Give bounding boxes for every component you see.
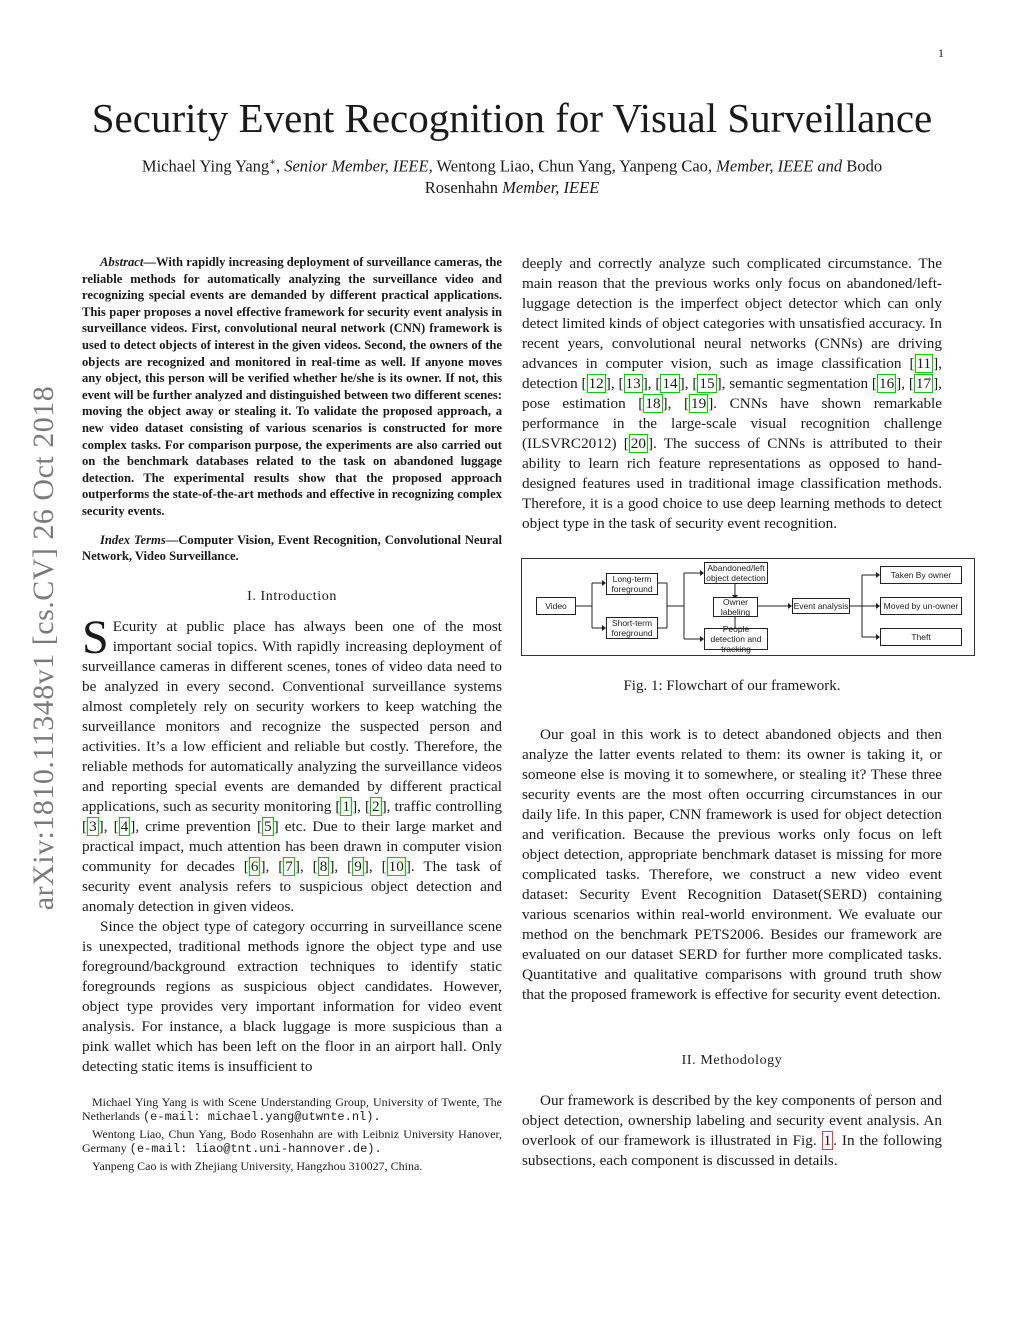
paragraph-text: Our framework is described by the key components of person and object detection, ownership labeling and security event analysis. An overlook of our framework is illustrated in Fig. xyxy=(522,1092,942,1149)
index-terms xyxy=(82,532,502,565)
paper-title: Security Event Recognition for Visual Surveillance xyxy=(91,95,933,141)
abstract-label: Abstract xyxy=(100,255,144,269)
author-affiliation: Member, IEEE and xyxy=(716,156,843,176)
index-terms-label: Index Terms xyxy=(100,532,166,547)
flow-node-abandoned-object-detection: Abandoned/left object detection xyxy=(704,562,768,584)
section-heading-methodology: II. Methodology xyxy=(681,1053,783,1068)
citation-link[interactable]: 11 xyxy=(916,355,932,372)
citation-link[interactable]: 14 xyxy=(662,375,678,392)
citation-link[interactable]: 7 xyxy=(285,857,293,875)
citation-link[interactable]: 5 xyxy=(264,817,272,835)
intro-paragraph-2: Since the object type of category occurring in surveillance scene is unexpected, traditional methods ignore the object type and use foreground/background extraction techniques to identify static foregrounds regions as suspicious object candidates. However, object type provides very important information for video event analysis. For instance, a black luggage is more suspicious than a pink wallet which has been left on the floor in an airport hall. Only detecting static items is insufficient to xyxy=(82,917,502,1075)
intro-paragraph-1: S Ecurity at public place has always been one of the most important social topics. With rapidly increasing deployment of surveillance cameras in different scenes, tones of video data need to be analyzed in every second. Conventional surveillance systems almost completely rely on security workers to keep watching the surveillance monitors and recognize the suspected person and activities. It’s a low efficient and reliable but costly. Therefore, the reliable methods for automatically analyzing the surveillance videos and reporting special events are demanded by different practical applications, such as security monitoring [ 1 ], [ 2 ], traffic controlling [ 3 ], [ 4 ], crime prevention [ 5 ] etc. Due to their large market and practical impact, much attention has been drawn in computer vision community for decades [ 6 ], [ 7 ], [ 8 ], [ 9 ], [ 10 ]. The task of security event analysis refers to suspicious object detection and anomaly detection in given videos. xyxy=(82,610,502,915)
flow-node-owner-labeling: Owner labeling xyxy=(713,597,758,617)
author-name: Rosenhahn xyxy=(424,177,503,197)
abstract xyxy=(82,254,502,520)
figure-link[interactable]: 1 xyxy=(823,1132,832,1149)
footnotes xyxy=(82,1095,502,1173)
author-name: Michael Ying Yang xyxy=(141,156,270,176)
flow-node-theft: Theft xyxy=(880,628,962,646)
author-affiliation: Member, IEEE xyxy=(502,177,600,197)
abstract-text: —With rapidly increasing deployment of surveillance cameras, the reliable methods for automatically analyzing the surveillance video and recognizing special events are demanded by different practical applications. This paper proposes a novel effective framework for security event analysis in surveillance videos. First, convolutional neural network (CNN) framework is used to detect objects of interest in the given videos. Second, the owners of the objects are recognized and monitored in real-time as well. If anyone moves any object, this person will be verified whether he/she is its owner. If not, this event will be further analyzed and distinguished between two different scenes: moving the object away or stealing it. To validate the proposed approach, a new video dataset consisting of various scenarios is constructed for more complex tasks. For comparison purpose, the experiments are also carried out on the benchmark databases related to the task on abandoned luggage detection. The experimental results show that the proposed approach outperforms the state-of-the-art methods and effective in recognizing complex security events. xyxy=(82,255,502,518)
author-separator: , xyxy=(275,156,285,176)
citation-link[interactable]: 9 xyxy=(354,857,362,875)
index-terms-text: —Computer Vision, Event Recognition, Convolutional Neural Network, Video Surveillance. xyxy=(82,532,502,564)
footnote-2 xyxy=(82,1127,502,1156)
author-names: Wentong Liao, Chun Yang, Yanpeng Cao, xyxy=(432,156,717,176)
left-column xyxy=(82,254,502,1176)
paragraph-text: . The success of CNNs is attributed to their ability to learn rich feature representations as opposed to hand-designed features used in traditional image classification methods. Therefore, it is a good choice to use deep learning methods to detect object type in the task of security event recognition. xyxy=(522,435,942,532)
arxiv-identifier[interactable]: arXiv:1810.11348v1 [cs.CV] 26 Oct 2018 xyxy=(27,385,60,911)
citation-link[interactable]: 15 xyxy=(699,375,715,392)
paragraph-text: , crime prevention xyxy=(135,817,257,835)
paragraph-text: etc. Due to their large market and practical impact, much attention has been drawn in computer vision community for decades xyxy=(82,817,502,875)
author-footnote-mark: ∗ xyxy=(269,157,276,168)
citation-link[interactable]: 17 xyxy=(915,375,932,392)
paragraph-text: . CNNs have shown remarkable performance in the large-scale visual recognition challenge (ILSVRC2012) xyxy=(522,395,942,452)
paragraph-text: , semantic segmentation xyxy=(721,375,872,392)
paragraph-text: . The task of security event analysis refers to suspicious object detection and anomaly detection in given videos. xyxy=(82,857,502,915)
footnote-1 xyxy=(82,1095,502,1124)
flow-node-event-analysis: Event analysis xyxy=(792,598,850,614)
flow-node-people-detection: People detection and tracking xyxy=(704,628,768,650)
right-column xyxy=(522,254,959,1171)
citation-link[interactable]: 2 xyxy=(372,797,380,815)
citation-link[interactable]: 18 xyxy=(645,395,661,412)
author-email: (e-mail: michael.yang@utwnte.nl). xyxy=(142,1109,381,1124)
flow-node-long-term-foreground: Long-term foreground xyxy=(606,573,658,595)
page-number: 1 xyxy=(938,46,944,60)
citation-link[interactable]: 19 xyxy=(691,395,707,412)
paragraph-text: , detection xyxy=(522,355,942,392)
citation-link[interactable]: 16 xyxy=(878,375,895,392)
figure-caption: Fig. 1: Flowchart of our framework. xyxy=(623,678,841,694)
flow-node-taken-by-owner: Taken By owner xyxy=(880,566,962,584)
section-heading-introduction: I. Introduction xyxy=(247,588,337,604)
author-email: (e-mail: liao@tnt.uni-hannover.de). xyxy=(129,1141,382,1156)
flowchart-figure xyxy=(521,558,975,656)
flow-node-video: Video xyxy=(536,597,576,615)
paragraph-text: . In the following subsections, each component is discussed in details. xyxy=(522,1132,943,1169)
right-paragraph-2: Our goal in this work is to detect abandoned objects and then analyze the latter events related to them: its owner is taking it, or someone else is moving it to somewhere, or stealing it? These three security events are the most often occurring circumstances in our daily life. In this paper, CNN framework is used for object detection and verification. Because the previous works only focus on left object detection, appropriate benchmark dataset is missing for more complicated tasks. Therefore, we construct a new video event dataset: Security Event Recognition Dataset(SERD) containing various scenarios within real-world environment. We evaluate our method on the benchmark PETS2006. Besides our framework are evaluated on our dataset SERD for further more complicated tasks. Quantitative and qualitative comparisons with ground truth show that the proposed framework is effective for security event detection. xyxy=(522,726,942,1003)
citation-link[interactable]: 10 xyxy=(388,857,404,875)
citation-link[interactable]: 13 xyxy=(625,375,641,392)
drop-cap: S xyxy=(82,610,109,664)
footnote-3: Yanpeng Cao is with Zhejiang University, Hangzhou 310027, China. xyxy=(92,1158,423,1173)
author-line-2 xyxy=(82,177,942,198)
right-paragraph-1: deeply and correctly analyze such complicated circumstance. The main reason that the previous works only focus on abandoned/left-luggage detection is the imperfect object detector which can only detect limited kinds of object categories with unsatisfied accuracy. In recent years, convolutional neural networks (CNNs) are driving advances in computer vision, such as image classification [ 11 ], detection [ 12 ], [ 13 ], [ 14 ], [ 15 ], semantic segmentation [ 16 ], [ 17 ], pose estimation [ 18 ], [ 19 ]. CNNs have shown remarkable performance in the large-scale visual recognition challenge (ILSVRC2012) [ 20 ]. The success of CNNs is attributed to their ability to learn rich feature representations as opposed to hand-designed features used in traditional image classification methods. Therefore, it is a good choice to use deep learning methods to detect object type in the task of security event recognition. xyxy=(522,255,942,532)
author-affiliation: Senior Member, IEEE, xyxy=(284,156,433,176)
citation-link[interactable]: 1 xyxy=(342,797,351,815)
paragraph-text: deeply and correctly analyze such complicated circumstance. The main reason that the previous works only focus on abandoned/left-luggage detection is the imperfect object detector which can only detect limited kinds of object categories with unsatisfied accuracy. In recent years, convolutional neural networks (CNNs) are driving advances in computer vision, such as image classification xyxy=(522,255,942,372)
paragraph-text: Ecurity at public place has always been one of the most important social topics. With rapidly increasing deployment of surveillance cameras in different scenes, tones of video data need to be analyzed in every second. Conventional surveillance systems almost completely rely on security workers to keep watching the surveillance monitors and recognize the suspected person and activities. It’s a low efficient and reliable but costly. Therefore, the reliable methods for automatically analyzing the surveillance videos and reporting special events are demanded by different practical applications, such as security monitoring xyxy=(82,617,502,815)
paragraph-text: , pose estimation xyxy=(522,375,942,412)
right-paragraph-3 xyxy=(522,1091,942,1171)
citation-link[interactable]: 6 xyxy=(250,857,259,875)
footnote-text: Michael Ying Yang is with Scene Understanding Group, University of Twente, The Netherlands xyxy=(82,1094,502,1123)
citation-link[interactable]: 4 xyxy=(120,817,129,835)
author-list xyxy=(82,152,942,198)
citation-link[interactable]: 20 xyxy=(630,435,646,452)
paragraph-text: , traffic controlling xyxy=(386,797,502,815)
flow-node-short-term-foreground: Short-term foreground xyxy=(606,617,658,639)
citation-link[interactable]: 12 xyxy=(588,375,604,392)
author-line-1 xyxy=(82,152,942,177)
citation-link[interactable]: 3 xyxy=(89,817,97,835)
footnote-text: Wentong Liao, Chun Yang, Bodo Rosenhahn are with Leibniz University Hanover, Germany xyxy=(82,1126,502,1155)
citation-link[interactable]: 8 xyxy=(319,857,328,875)
author-name: Bodo xyxy=(842,156,883,176)
flow-node-moved-by-un-owner: Moved by un-owner xyxy=(880,597,962,615)
